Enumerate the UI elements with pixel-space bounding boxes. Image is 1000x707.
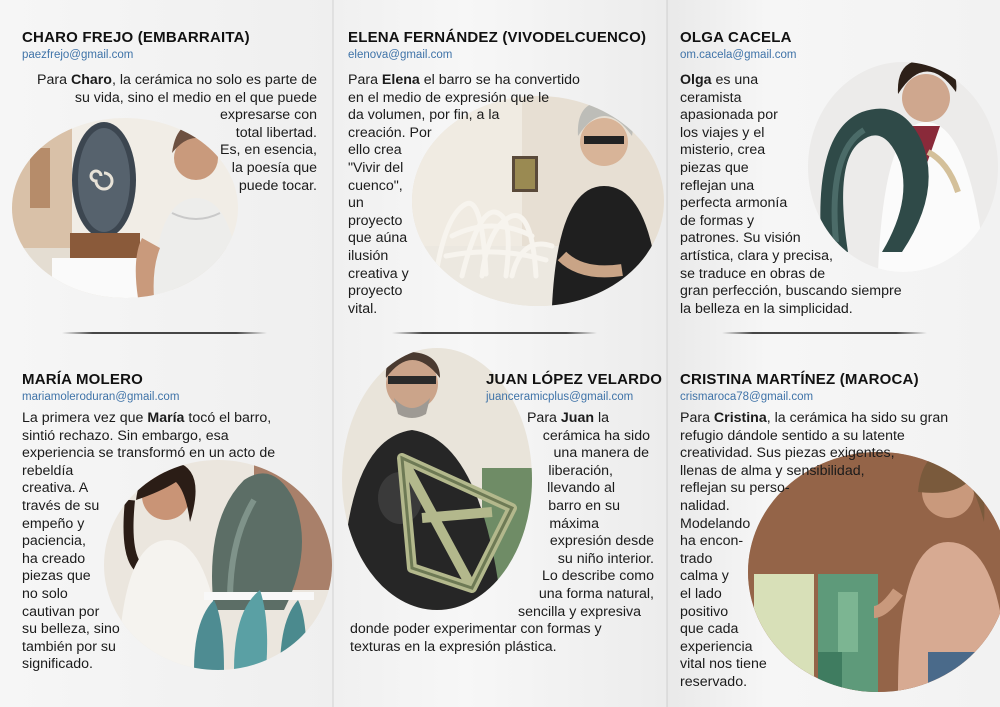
- bio-line: paciencia,: [22, 533, 86, 550]
- artist-email[interactable]: juanceramicplus@gmail.com: [486, 391, 634, 403]
- bio-line: piezas que: [680, 159, 749, 176]
- bio-line: trado: [680, 550, 713, 567]
- bio-line: en el medio de expresión que le: [348, 89, 550, 106]
- bio-line: perfecta armonía: [680, 195, 788, 212]
- bio-line: reservado.: [680, 673, 748, 690]
- bio-line: gran perfección, buscando siempre: [680, 283, 902, 300]
- bio-line: expresión desde: [549, 533, 654, 550]
- bio-line: los viajes y el: [680, 124, 765, 141]
- bio-line: creativa. A: [22, 480, 89, 497]
- bio-line: Es, en esencia,: [219, 142, 317, 159]
- bio-line: da volumen, por fin, a la: [348, 107, 500, 124]
- bio-line: sencilla y expresiva: [517, 603, 641, 620]
- bio-line: Olga es una: [680, 72, 759, 88]
- artist-name: CRISTINA MARTÍNEZ (MAROCA): [680, 371, 919, 388]
- section-divider: [722, 332, 927, 334]
- bio-line: proyecto: [348, 283, 403, 300]
- artist-name: ELENA FERNÁNDEZ (VIVODELCUENCO): [348, 29, 647, 46]
- bio-line: ha creado: [22, 550, 86, 567]
- bio-line: proyecto: [348, 212, 403, 229]
- bio-line: cuenco",: [348, 177, 403, 194]
- bio-line: puede tocar.: [238, 177, 317, 194]
- artist-name: CHARO FREJO (EMBARRAITA): [22, 29, 250, 46]
- bio-line: significado.: [22, 656, 93, 673]
- bio-line: Para Elena el barro se ha convertido: [348, 72, 580, 88]
- bio-line: rebeldía: [22, 462, 74, 479]
- artist-bio: [340, 410, 654, 656]
- artist-email[interactable]: elenova@gmail.com: [348, 49, 453, 61]
- artist-first-name: Elena: [381, 72, 420, 88]
- bio-line: reflejan su perso-: [680, 480, 790, 497]
- bio-line: también por su: [22, 638, 116, 655]
- fold-line: [332, 0, 334, 707]
- bio-line: ceramista: [680, 89, 742, 106]
- bio-line: "Vivir del: [348, 159, 404, 176]
- artist-email[interactable]: crismaroca78@gmail.com: [680, 391, 814, 403]
- bio-line: patrones. Su visión: [680, 230, 801, 247]
- bio-line: través de su: [22, 497, 100, 514]
- bio-line: artística, clara y precisa,: [680, 247, 833, 264]
- artist-name: JUAN LÓPEZ VELARDO: [486, 371, 663, 388]
- artist-first-name: María: [147, 410, 185, 426]
- bio-line: reflejan una: [680, 177, 755, 194]
- bio-line: vital nos tiene: [680, 656, 767, 673]
- bio-line: ello crea: [348, 142, 402, 159]
- artist-first-name: Cristina: [713, 410, 767, 426]
- artist-name: MARÍA MOLERO: [22, 371, 144, 388]
- bio-line: ilusión: [348, 247, 389, 264]
- bio-line: Para Charo, la cerámica no solo es parte de: [37, 72, 317, 88]
- artist-bio: [680, 410, 980, 692]
- bio-line: un: [348, 195, 364, 212]
- bio-line: positivo: [680, 603, 729, 620]
- bio-line: La primera vez que María tocó el barro,: [22, 410, 272, 426]
- artist-bio: [348, 72, 608, 318]
- bio-line: texturas en la expresión plástica.: [350, 638, 557, 655]
- section-divider: [392, 332, 597, 334]
- bio-line: ha encon-: [680, 533, 744, 550]
- bio-line: su niño interior.: [557, 550, 654, 567]
- bio-line: no solo: [22, 585, 68, 602]
- bio-line: refugio dándole sentido a su latente: [680, 427, 905, 444]
- bio-line: nalidad.: [680, 497, 730, 514]
- bio-line: calma y: [680, 568, 729, 585]
- artist-email[interactable]: paezfrejo@gmail.com: [22, 49, 134, 61]
- bio-line: experiencia: [680, 638, 753, 655]
- artist-bio: [680, 72, 980, 318]
- bio-line: que cada: [680, 621, 739, 638]
- artist-name: OLGA CACELA: [680, 29, 792, 46]
- artist-email[interactable]: mariamoleroduran@gmail.com: [22, 391, 180, 403]
- bio-line: llenas de alma y sensibilidad,: [680, 462, 865, 479]
- bio-line: cerámica ha sido: [542, 427, 650, 444]
- bio-line: de formas y: [680, 212, 755, 229]
- bio-line: una manera de: [553, 445, 649, 462]
- artist-bio: [22, 72, 317, 195]
- bio-line: su belleza, sino: [22, 621, 120, 638]
- artist-bio: [22, 410, 322, 674]
- bio-line: el lado: [680, 585, 722, 602]
- bio-line: su vida, sino el medio en el que puede: [74, 89, 317, 106]
- bio-line: la poesía que: [231, 159, 317, 176]
- artist-first-name: Olga: [680, 72, 712, 88]
- bio-line: empeño y: [22, 515, 85, 532]
- bio-line: Modelando: [680, 515, 751, 532]
- bio-line: piezas que: [22, 568, 91, 585]
- bio-line: se traduce en obras de: [680, 265, 826, 282]
- bio-line: creativa y: [348, 265, 409, 282]
- bio-line: donde poder experimentar con formas y: [350, 621, 602, 638]
- bio-line: Para Cristina, la cerámica ha sido su gran: [680, 410, 949, 426]
- bio-line: creación. Por: [348, 124, 432, 141]
- bio-line: llevando al: [547, 480, 615, 497]
- bio-line: barro en su: [548, 497, 620, 514]
- artist-email[interactable]: om.cacela@gmail.com: [680, 49, 797, 61]
- bio-line: vital.: [348, 300, 378, 317]
- bio-line: expresarse con: [220, 107, 317, 124]
- bio-line: que aúna: [348, 230, 408, 247]
- bio-line: la belleza en la simplicidad.: [680, 300, 853, 317]
- fold-line: [666, 0, 668, 707]
- bio-line: una forma natural,: [538, 585, 654, 602]
- bio-line: máxima: [549, 515, 599, 532]
- bio-line: Lo describe como: [542, 568, 654, 585]
- artist-first-name: Charo: [70, 72, 112, 88]
- bio-line: creatividad. Sus piezas exigentes,: [680, 445, 895, 462]
- bio-line: Para Juan la: [526, 410, 609, 426]
- artist-first-name: Juan: [560, 410, 595, 426]
- section-divider: [62, 332, 267, 334]
- bio-line: misterio, crea: [680, 142, 766, 159]
- bio-line: sintió rechazo. Sin embargo, esa: [22, 427, 229, 444]
- bio-line: total libertad.: [235, 124, 317, 141]
- bio-line: cautivan por: [22, 603, 100, 620]
- bio-line: apasionada por: [680, 107, 778, 124]
- bio-line: experiencia se transformó en un acto de: [22, 445, 276, 462]
- bio-line: liberación,: [548, 462, 613, 479]
